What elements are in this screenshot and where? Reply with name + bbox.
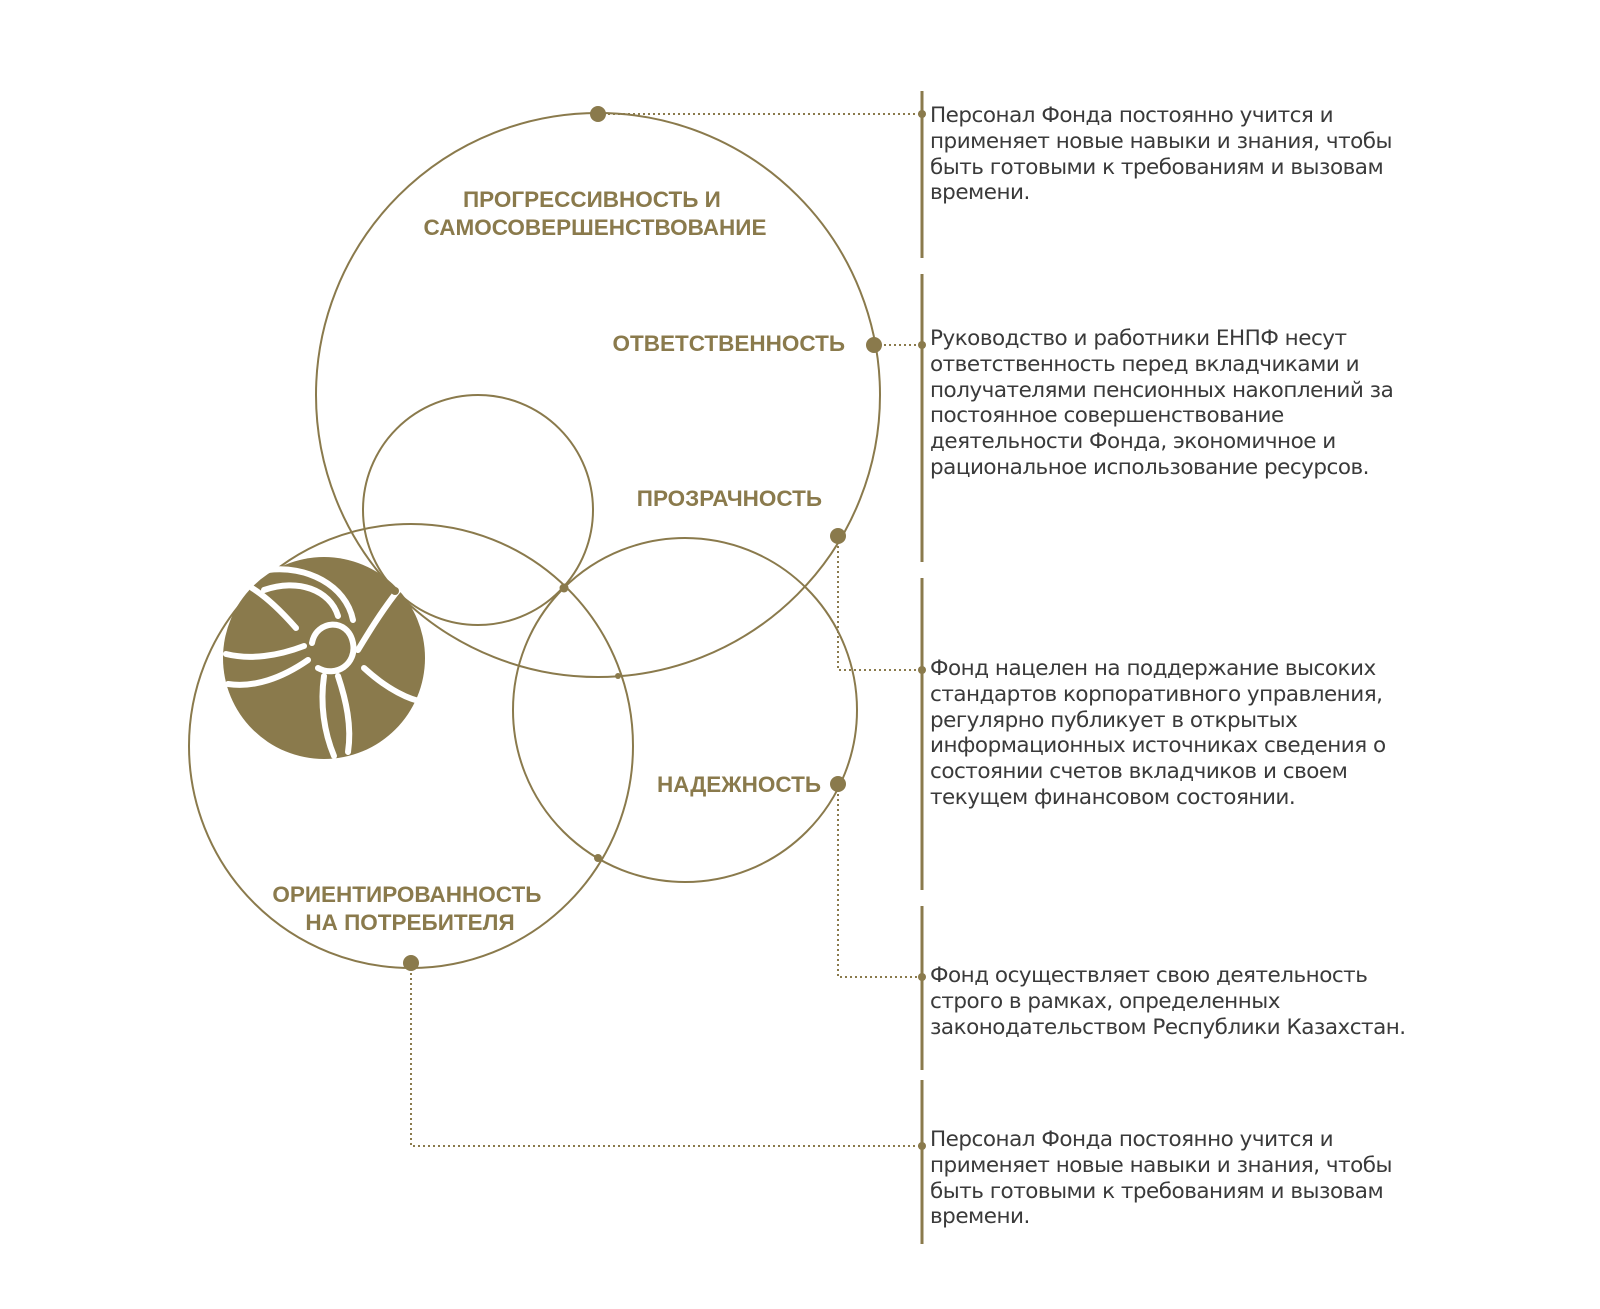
description-progressiveness: Персонал Фонда постоянно учится и применяет новые навыки и знания, чтобы быть готовыми к требованиям и вызовам времени. (930, 103, 1393, 206)
value-name-reliability: НАДЕЖНОСТЬ (656, 772, 821, 797)
description-reliability: Фонд осуществляет свою деятельность строго в рамках, определенных законодательством Республики Казахстан. (930, 963, 1406, 1040)
anchor-dot-progressiveness (590, 106, 606, 122)
value-name-responsibility: ОТВЕТСТВЕННОСТЬ (612, 331, 845, 356)
leader-line-reliability (838, 784, 920, 977)
leader-line-transparency (838, 536, 920, 670)
diagram-circles (189, 113, 880, 968)
description-transparency: Фонд нацелен на поддержание высоких стандартов корпоративного управления, регулярно публикует в открытых информационных источниках сведения о состоянии счетов вкладчиков и своем текущем финансовом состоянии. (930, 656, 1386, 810)
leader-line-customer-orientation (411, 963, 920, 1146)
value-name-customer-orientation: ОРИЕНТИРОВАННОСТЬ НА ПОТРЕБИТЕЛЯ (272, 882, 542, 935)
intersection-dots (391, 584, 621, 863)
anchor-dot-customer-orientation (403, 955, 419, 971)
value-name-transparency: ПРОЗРАЧНОСТЬ (636, 486, 822, 511)
value-name-progressiveness: ПРОГРЕССИВНОСТЬ И САМОСОВЕРШЕНСТВОВАНИЕ (423, 187, 767, 240)
anchor-dot-reliability (830, 776, 846, 792)
anchor-dot-responsibility (866, 337, 882, 353)
value-names (272, 187, 845, 935)
leader-lines (411, 114, 920, 1146)
anchor-dot-transparency (830, 528, 846, 544)
description-responsibility: Руководство и работники ЕНПФ несут ответственность перед вкладчиками и получателями пенсионных накоплений за постоянное совершенствование деятельности Фонда, экономичное и рациональное использование ресурсов. (930, 326, 1394, 480)
description-customer-orientation: Персонал Фонда постоянно учится и применяет новые навыки и знания, чтобы быть готовыми к требованиям и вызовам времени. (930, 1127, 1393, 1230)
